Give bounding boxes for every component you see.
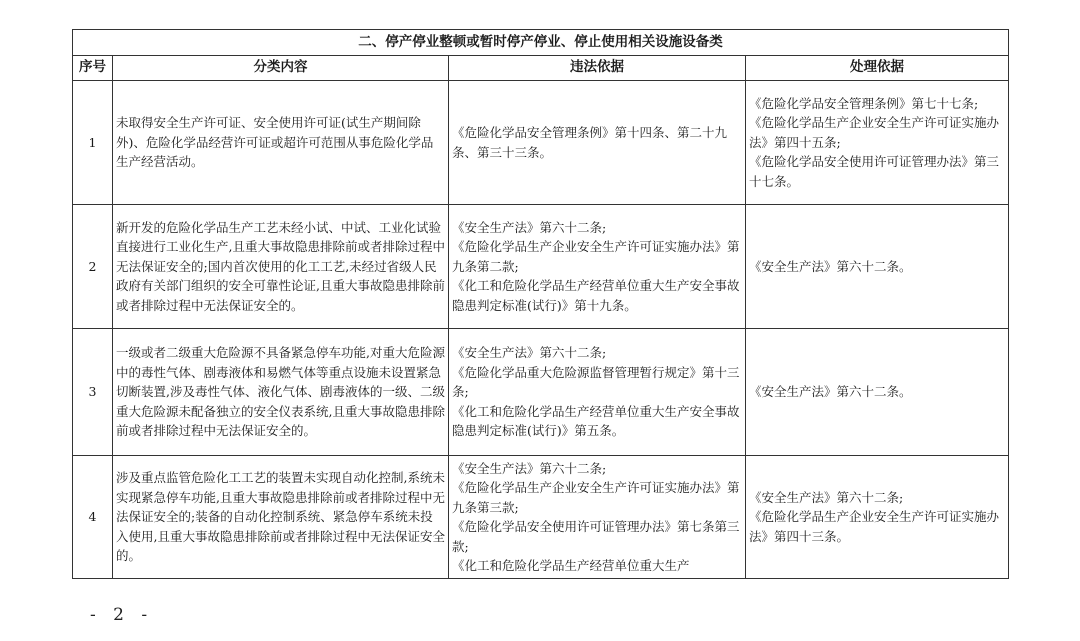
handling-basis-cell: 《危险化学品安全管理条例》第七十七条; 《危险化学品生产企业安全生产许可证实施办法》第四十五条; 《危险化学品安全使用许可证管理办法》第三十七条。 xyxy=(746,81,1009,205)
header-handling-basis: 处理依据 xyxy=(746,56,1009,81)
category-cell: 未取得安全生产许可证、安全使用许可证(试生产期间除外)、危险化学品经营许可证或超许可范围从事危险化学品生产经营活动。 xyxy=(113,81,449,205)
header-row xyxy=(73,56,1009,81)
violation-basis-cell: 《安全生产法》第六十二条; 《危险化学品生产企业安全生产许可证实施办法》第九条第三款; 《危险化学品安全使用许可证管理办法》第七条第三款; 《化工和危险化学品生产经营单位重大生产 xyxy=(449,456,746,579)
category-cell: 涉及重点监管危险化工工艺的装置未实现自动化控制,系统未实现紧急停车功能,且重大事故隐患排除前或者排除过程中无法保证安全的;装备的自动化控制系统、紧急停车系统未投入使用,且重大事故隐患排除前或者排除过程中无法保证安全的。 xyxy=(113,456,449,579)
table-row xyxy=(73,205,1009,329)
row-number: 2 xyxy=(73,205,113,329)
row-number: 1 xyxy=(73,81,113,205)
category-cell: 一级或者二级重大危险源不具备紧急停车功能,对重大危险源中的毒性气体、剧毒液体和易燃气体等重点设施未设置紧急切断装置,涉及毒性气体、液化气体、剧毒液体的一级、二级重大危险源未配备独立的安全仪表系统,且重大事故隐患排除前或者排除过程中无法保证安全的。 xyxy=(113,329,449,456)
category-cell: 新开发的危险化学品生产工艺未经小试、中试、工业化试验直接进行工业化生产,且重大事故隐患排除前或者排除过程中无法保证安全的;国内首次使用的化工工艺,未经过省级人民政府有关部门组织的安全可靠性论证,且重大事故隐患排除前或者排除过程中无法保证安全的。 xyxy=(113,205,449,329)
section-title: 二、停产停业整顿或暂时停产停业、停止使用相关设施设备类 xyxy=(73,30,1009,56)
section-title-row xyxy=(73,30,1009,56)
header-number: 序号 xyxy=(73,56,113,81)
table-row xyxy=(73,329,1009,456)
handling-basis-cell: 《安全生产法》第六十二条; 《危险化学品生产企业安全生产许可证实施办法》第四十三条。 xyxy=(746,456,1009,579)
measures-table xyxy=(72,29,1009,579)
violation-basis-cell: 《安全生产法》第六十二条; 《危险化学品生产企业安全生产许可证实施办法》第九条第二款; 《化工和危险化学品生产经营单位重大生产安全事故隐患判定标准(试行)》第十九条。 xyxy=(449,205,746,329)
row-number: 4 xyxy=(73,456,113,579)
handling-basis-cell: 《安全生产法》第六十二条。 xyxy=(746,205,1009,329)
header-category: 分类内容 xyxy=(113,56,449,81)
violation-basis-cell: 《安全生产法》第六十二条; 《危险化学品重大危险源监督管理暂行规定》第十三条; 《化工和危险化学品生产经营单位重大生产安全事故隐患判定标准(试行)》第五条。 xyxy=(449,329,746,456)
handling-basis-cell: 《安全生产法》第六十二条。 xyxy=(746,329,1009,456)
page-number: - 2 - xyxy=(90,605,154,625)
violation-basis-cell: 《危险化学品安全管理条例》第十四条、第二十九条、第三十三条。 xyxy=(449,81,746,205)
table-row xyxy=(73,456,1009,579)
table-row xyxy=(73,81,1009,205)
header-violation-basis: 违法依据 xyxy=(449,56,746,81)
row-number: 3 xyxy=(73,329,113,456)
